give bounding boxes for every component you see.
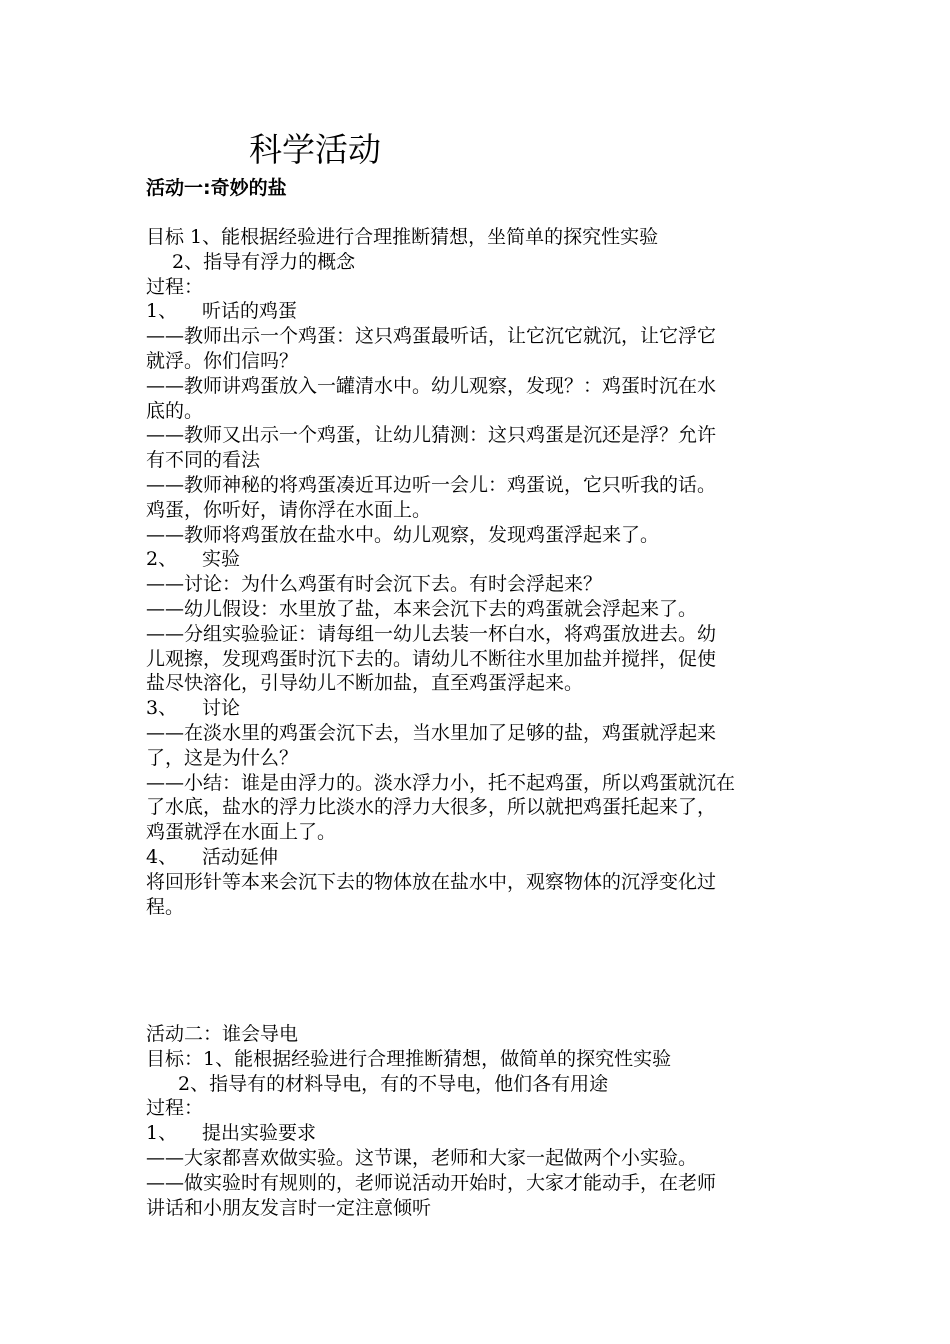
- paragraph-line: ——教师神秘的将鸡蛋凑近耳边听一会儿：鸡蛋说，它只听我的话。: [146, 473, 717, 496]
- step-number: 2、: [146, 548, 178, 571]
- paragraph-line: ——讨论：为什么鸡蛋有时会沉下去。有时会浮起来？: [146, 573, 603, 596]
- step-title: 活动延伸: [202, 845, 279, 868]
- paragraph-line: 盐尽快溶化，引导幼儿不断加盐，直至鸡蛋浮起来。: [146, 672, 584, 695]
- paragraph-line: 鸡蛋就浮在水面上了。: [146, 821, 337, 844]
- activity2-body: [146, 1022, 811, 1220]
- paragraph-line: ——小结：谁是由浮力的。淡水浮力小，托不起鸡蛋，所以鸡蛋就沉在: [146, 771, 736, 794]
- document-title: 科学活动: [249, 130, 381, 169]
- step-number: 4、: [146, 845, 178, 868]
- step-number: 1、: [146, 300, 178, 323]
- paragraph-line: ——教师讲鸡蛋放入一罐清水中。幼儿观察，发现？：鸡蛋时沉在水: [146, 374, 717, 397]
- paragraph-line: 了，这是为什么？: [146, 746, 299, 769]
- activity1-step4-heading: [146, 845, 811, 870]
- step-title: 实验: [202, 548, 241, 571]
- step-number: 1、: [146, 1122, 178, 1145]
- paragraph-line: 了水底，盐水的浮力比淡水的浮力大很多，所以就把鸡蛋托起来了，: [146, 796, 717, 819]
- paragraph-line: ——幼儿假设：水里放了盐，本来会沉下去的鸡蛋就会浮起来了。: [146, 597, 698, 620]
- activity2-step1-heading: [146, 1121, 811, 1146]
- paragraph-line: 有不同的看法: [146, 449, 261, 472]
- paragraph-line: ——教师又出示一个鸡蛋，让幼儿猜测：这只鸡蛋是沉还是浮？允许: [146, 424, 717, 447]
- paragraph-line: ——分组实验验证：请每组一幼儿去装一杯白水，将鸡蛋放进去。幼: [146, 622, 717, 645]
- activity1-step2-heading: [146, 547, 811, 572]
- step-title: 听话的鸡蛋: [202, 300, 298, 323]
- paragraph-line: 讲话和小朋友发言时一定注意倾听: [146, 1196, 432, 1219]
- paragraph-line: 底的。: [146, 399, 204, 422]
- paragraph-line: ——在淡水里的鸡蛋会沉下去，当水里加了足够的盐，鸡蛋就浮起来: [146, 721, 717, 744]
- paragraph-line: ——教师出示一个鸡蛋：这只鸡蛋最听话，让它沉它就沉，让它浮它: [146, 325, 717, 348]
- activity2-goal-1: 目标：1、能根据经验进行合理推断猜想，做简单的探究性实验: [146, 1047, 672, 1070]
- paragraph-line: 将回形针等本来会沉下去的物体放在盐水中，观察物体的沉浮变化过: [146, 870, 717, 893]
- activity1-step3-heading: [146, 696, 811, 721]
- step-title: 提出实验要求: [202, 1122, 317, 1145]
- paragraph-line: ——做实验时有规则的，老师说活动开始时，大家才能动手，在老师: [146, 1171, 717, 1194]
- activity1-goal-2: 2、指导有浮力的概念: [172, 250, 356, 273]
- paragraph-line: 儿观擦，发现鸡蛋时沉下去的。请幼儿不断往水里加盐并搅拌，促使: [146, 647, 717, 670]
- paragraph-line: ——教师将鸡蛋放在盐水中。幼儿观察，发现鸡蛋浮起来了。: [146, 523, 660, 546]
- activity1-heading: 活动一:奇妙的盐: [146, 177, 287, 199]
- step-title: 讨论: [202, 697, 241, 720]
- activity2-process-label: 过程：: [146, 1097, 204, 1120]
- activity1-process-label: 过程：: [146, 275, 204, 298]
- activity2-heading: 活动二：谁会导电: [146, 1023, 299, 1045]
- paragraph-line: 程。: [146, 895, 185, 918]
- activity1-goal-1: 目标 1、能根据经验进行合理推断猜想，坐简单的探究性实验: [146, 226, 659, 248]
- paragraph-line: 就浮。你们信吗？: [146, 349, 299, 372]
- step-number: 3、: [146, 697, 178, 720]
- activity2-goal-2: 2、指导有的材料导电，有的不导电，他们各有用途: [178, 1072, 609, 1095]
- paragraph-line: ——大家都喜欢做实验。这节课，老师和大家一起做两个小实验。: [146, 1146, 698, 1169]
- paragraph-line: 鸡蛋，你听好，请你浮在水面上。: [146, 498, 432, 521]
- activity1-step1-heading: [146, 299, 811, 324]
- activity1-body: [146, 225, 811, 919]
